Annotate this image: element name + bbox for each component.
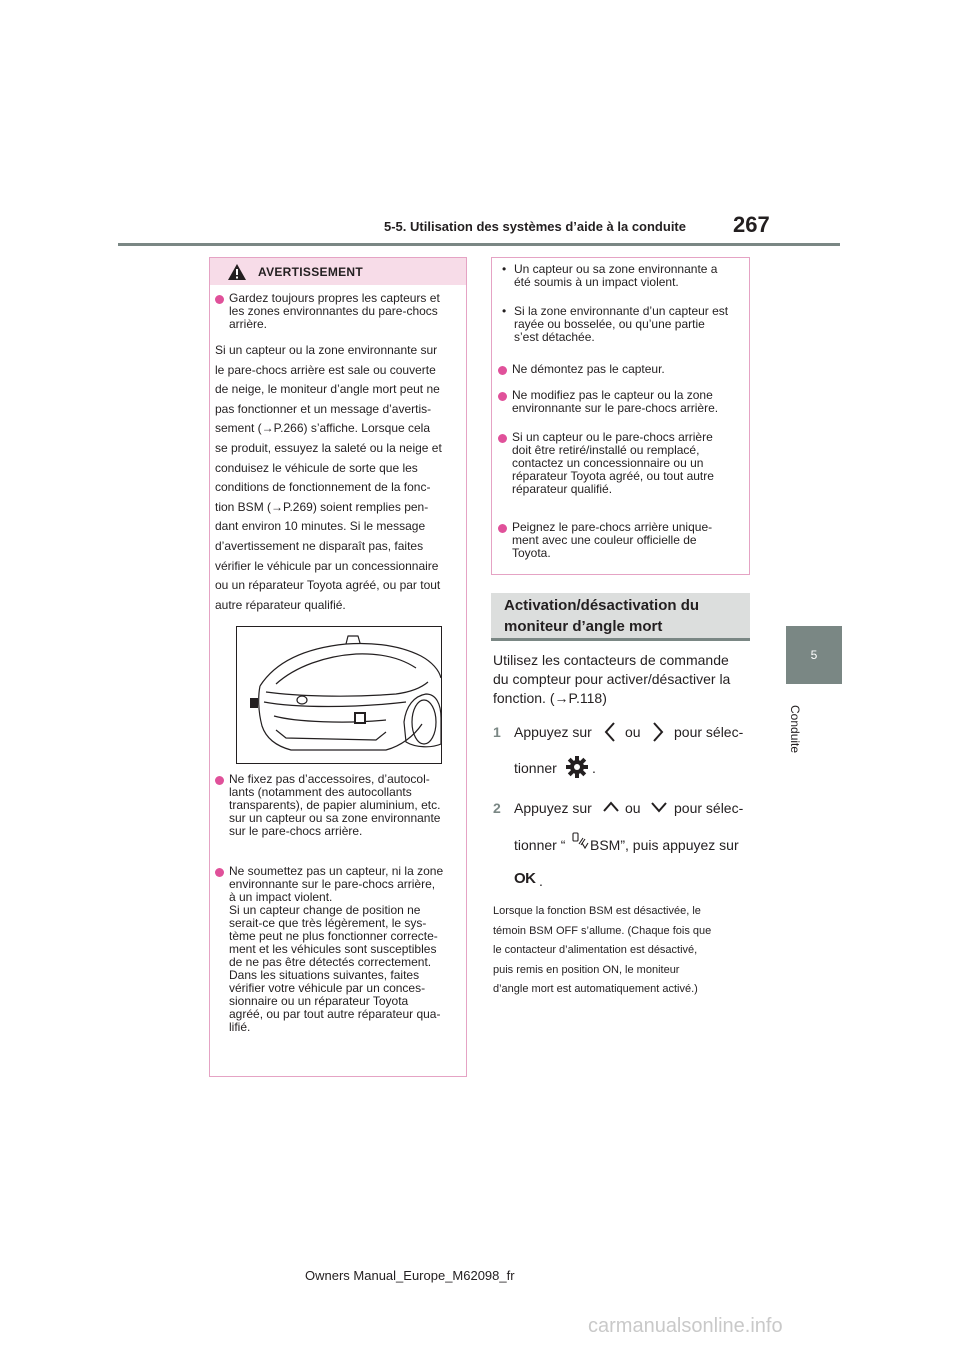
chevron-down-icon: [650, 801, 668, 813]
chevron-right-icon: [652, 721, 664, 743]
gear-icon: [566, 756, 588, 778]
step-1-text-c: tionner: [514, 760, 557, 776]
warning-continued-box: [491, 257, 750, 575]
bullet-dot: [215, 776, 224, 785]
step-2-number: 2: [493, 800, 501, 816]
sub-bullet-mark: •: [502, 262, 507, 276]
watermark: carmanualsonline.info: [588, 1315, 783, 1337]
step-2-text-c: tionner “: [514, 837, 566, 853]
step-1-period: .: [592, 760, 596, 776]
bullet-dot: [498, 392, 507, 401]
chevron-up-icon: [602, 801, 620, 813]
warning-bullet-1: Gardez toujours propres les capteurs et les zones environnantes du pare-chocs arrière.: [229, 291, 440, 331]
warning-triangle-icon: [227, 263, 247, 281]
step-1-or: ou: [625, 724, 641, 740]
page-number: 267: [733, 212, 770, 237]
sub-bullet-1: Un capteur ou sa zone environnante a été soumis à un impact violent.: [514, 262, 718, 289]
step-2-text-b: pour sélec-: [674, 800, 744, 816]
car-rear-illustration: [236, 626, 442, 764]
right-bullet-3: Si un capteur ou le pare-chocs arrière doit être retiré/installé ou remplacé, contactez un concessionnaire ou un réparateur Toyota agréé, ou tout autre réparateur qualifié.: [512, 430, 714, 496]
section-title: 5-5. Utilisation des systèmes d’aide à la conduite: [384, 219, 686, 234]
bullet-dot: [498, 366, 507, 375]
sub-bullet-2: Si la zone environnante d’un capteur est rayée ou bosselée, ou qu’une partie s’est détachée.: [514, 304, 729, 344]
ok-button-icon: OK: [514, 870, 536, 887]
right-bullet-1: Ne démontez pas le capteur.: [512, 362, 665, 376]
right-bullet-4: Peignez le pare-chocs arrière unique- ment avec une couleur officielle de Toyota.: [512, 520, 713, 560]
warning-bullet-3: Ne soumettez pas un capteur, ni la zone environnante sur le pare-chocs arrière, à un impact violent. Si un capteur change de position ne serait-ce que très légèrement, le sys- tème peut ne plus fonctionner correcte- ment et les véhicules sont susceptibles de ne pas être détectés correctement. Dans les situations suivantes, faites vérifier votre véhicule par un conces- sionnaire ou un réparateur Toyota agréé, ou par tout autre réparateur qua- lifié.: [229, 864, 444, 1034]
warning-bullet-2: Ne fixez pas d’accessoires, d’autocol- lants (notamment des autocollants transparents), de papier aluminium, etc. sur un capteur ou sa zone environnante sur le pare-chocs arrière.: [229, 772, 441, 838]
chapter-tab: 5: [786, 626, 842, 684]
step-1-text-b: pour sélec-: [674, 724, 744, 740]
step-2-period: .: [539, 873, 543, 889]
step-2-text-a: Appuyez sur: [514, 800, 592, 816]
step-2-or: ou: [625, 800, 641, 816]
bullet-dot: [215, 868, 224, 877]
bullet-dot: [215, 295, 224, 304]
warning-box: [209, 257, 467, 1077]
step-2-text-d: BSM”, puis appuyez sur: [590, 837, 739, 853]
note-paragraph: Lorsque la fonction BSM est désactivée, le témoin BSM OFF s’allume. (Chaque fois que le contacteur d’alimentation est désactivé, puis remis en position ON, le moniteur d’angle mort est automatiquement activé.): [493, 905, 712, 996]
step-1-text-a: Appuyez sur: [514, 724, 592, 740]
warning-paragraph: Si un capteur ou la zone environnante sur le pare-chocs arrière est sale ou couverte de neige, le moniteur d’angle mort peut ne pas fonctionner et un message d’avertis- sement (→P.266) s’affiche. Lorsque cela se produit, essuyez la saleté ou la neige et conduisez le véhicule de sorte que les conditions de fonctionnement de la fonc- tion BSM (→P.269) soient remplies pen- dant environ 10 minutes. Si le message d’avertissement ne disparaît pas, faites vérifier le véhicule par un concessionnaire ou un réparateur Toyota agréé, ou par tout autre réparateur qualifié.: [215, 343, 442, 612]
chevron-left-icon: [604, 721, 616, 743]
bullet-dot: [498, 524, 507, 533]
sub-bullet-mark: •: [502, 304, 507, 318]
header-rule: [118, 243, 840, 246]
footer-doc-id: Owners Manual_Europe_M62098_fr: [305, 1268, 515, 1283]
chapter-label: Conduite: [788, 705, 802, 754]
right-bullet-2: Ne modifiez pas le capteur ou la zone environnante sur le pare-chocs arrière.: [512, 388, 719, 415]
warning-header: [210, 258, 466, 285]
warning-title: AVERTISSEMENT: [258, 265, 364, 279]
bullet-dot: [498, 434, 507, 443]
intro-paragraph: Utilisez les contacteurs de commande du compteur pour activer/désactiver la fonction. (→P.118): [493, 652, 731, 706]
section-heading: Activation/désactivation du moniteur d’angle mort: [491, 593, 750, 641]
step-1-number: 1: [493, 724, 501, 740]
bsm-icon: [571, 832, 589, 850]
